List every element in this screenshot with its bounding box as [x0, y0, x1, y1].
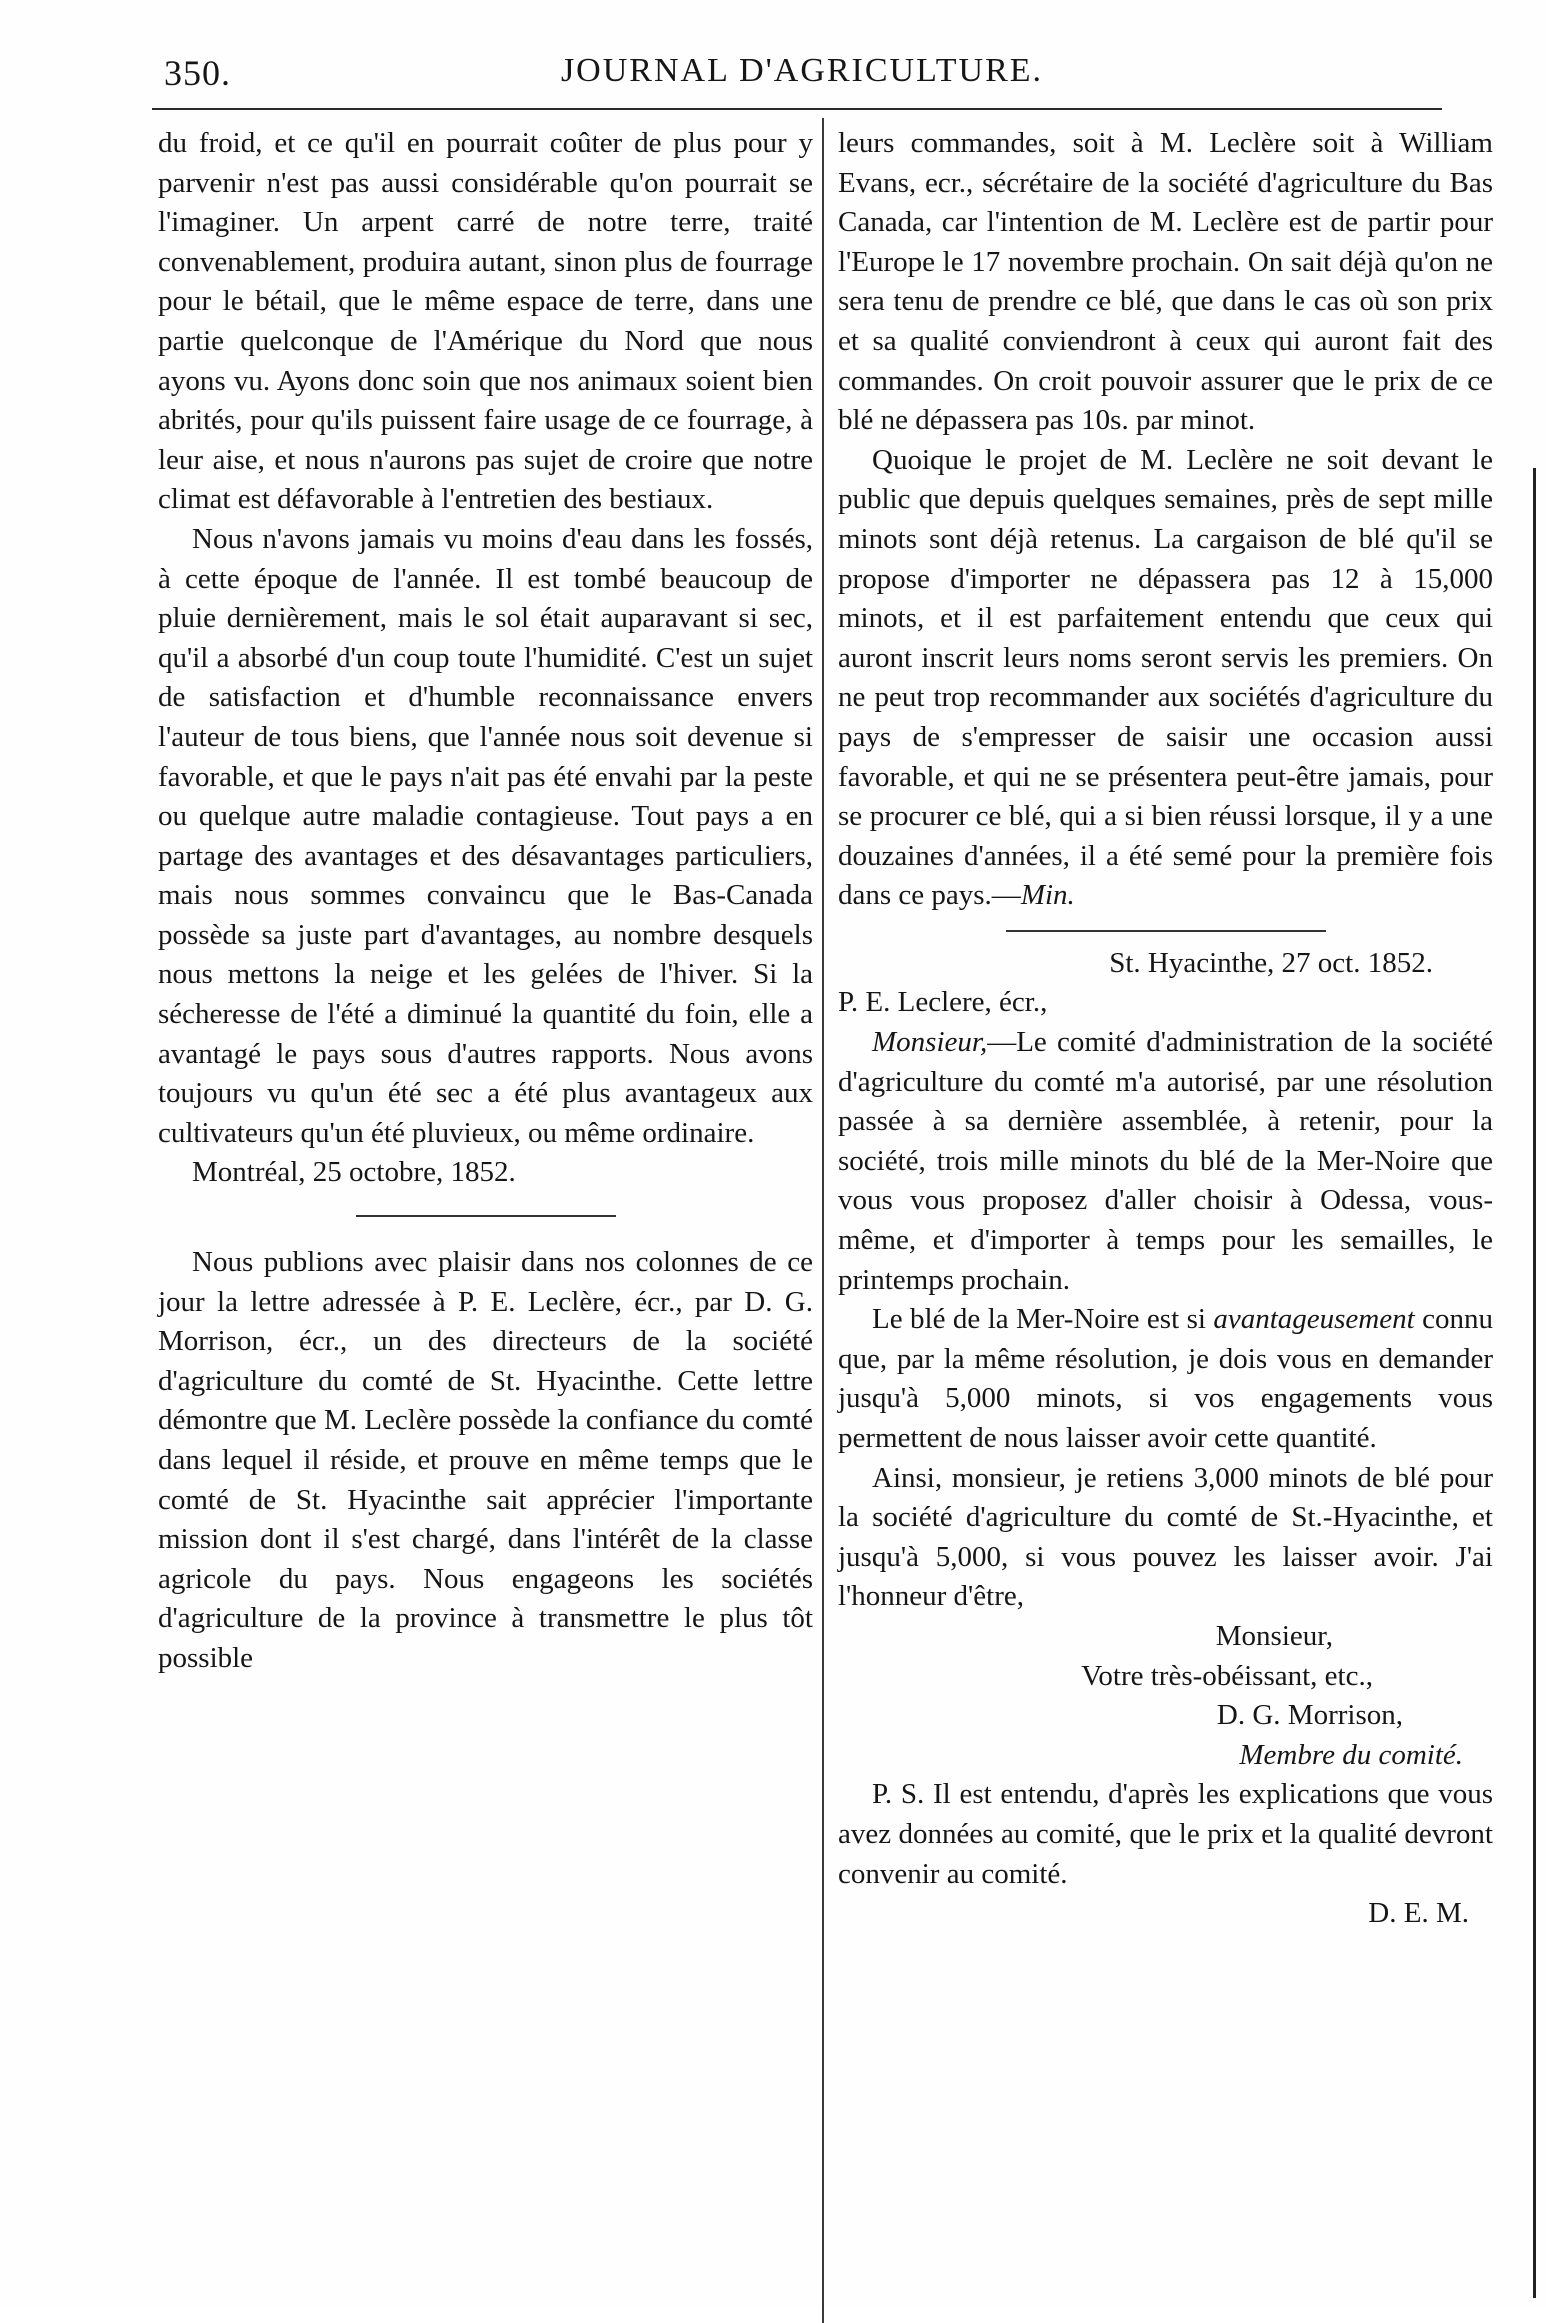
- paragraph-weather: Nous n'avons jamais vu moins d'eau dans les fossés, à cette époque de l'année. Il est tombé beaucoup de pluie dernièrement, mais le sol était auparavant si sec, qu'il a absorbé d'un coup toute l'humidité. C'est un sujet de satisfaction et d'humble reconnaissance envers l'auteur de tous biens, que l'année nous soit devenue si favorable, et que le pays n'ait pas été envahi par la peste ou quelque autre maladie contagieuse. Tout pays a en partage des avantages et des désavantages particuliers, mais nous sommes convaincu que le Bas-Canada possède sa juste part d'avantages, au nombre desquels nous mettons la neige et les gelées de l'hiver. Si la sécheresse de l'été a diminué la quantité du foin, elle a avantagé le pays sous d'autres rapports. Nous avons toujours vu qu'un été sec a été plus avantageux aux cultivateurs qu'un été pluvieux, ou même ordinaire.: [158, 522, 813, 1149]
- closing-salutation: Monsieur,: [1215, 1619, 1333, 1652]
- letter-paragraph-3: Ainsi, monsieur, je retiens 3,000 minots de blé pour la société d'agriculture du comté de St.-Hyacinthe, et jusqu'à 5,000, si vous pouvez les laisser avoir. J'ai l'honneur d'être,: [838, 1461, 1493, 1613]
- paragraph-publication-note: Nous publions avec plaisir dans nos colonnes de ce jour la lettre adressée à P. E. Leclère, écr., par D. G. Morrison, écr., un des directeurs de la société d'agriculture du comté de St. Hyacinthe. Cette lettre démontre que M. Leclère possède la confiance du comté dans lequel il réside, et prouve en même temps que le comté de St. Hyacinthe sait apprécier l'importante mission dont il s'est chargé, dans l'intérêt de la classe agricole du pays. Nous engageons les sociétés d'agriculture de la province à transmettre le plus tôt possible: [158, 1246, 813, 1674]
- margin-rule: [1533, 468, 1536, 2298]
- page-header: [152, 52, 1452, 112]
- editorial-dateline: Montréal, 25 octobre, 1852.: [192, 1156, 516, 1189]
- letter-body-2-em: avantageusement: [1213, 1303, 1415, 1336]
- letter-body-2b: connu que, par la même résolution, je dois vous en demander jusqu'à 5,000 minots, si vos engagements vous permettent de nous laisser avoir cette quantité.: [838, 1303, 1493, 1454]
- source-credit: Min.: [1020, 879, 1075, 912]
- letter-addressee: P. E. Leclere, écr.,: [838, 986, 1048, 1019]
- letter-divider: [1006, 930, 1326, 932]
- page-number: 350.: [164, 53, 231, 93]
- left-column: [158, 124, 813, 1679]
- project-text: Quoique le projet de M. Leclère ne soit devant le public que depuis quelques semaines, près de sept mille minots sont déjà retenus. La cargaison de blé qu'il se propose d'importer ne dépassera pas 12 à 15,000 minots, et il est parfaitement entendu que ceux qui auront inscrit leurs noms seront servis les premiers. On ne peut trop recommander aux sociétés d'agriculture du pays de s'empresser de saisir une occasion aussi favorable, et qui ne se présentera peut-être jamais, pour se procurer ce blé, qui a si bien réussi lorsque, il y a une douzaines d'années, il a été semé pour la première fois dans ce pays.—: [838, 443, 1493, 912]
- running-title: JOURNAL D'AGRICULTURE.: [560, 52, 1044, 89]
- letter-body-1: —Le comité d'administration de la société d'agriculture du comté m'a autorisé, par une résolution passée à sa dernière assemblée, à retenir, pour la société, trois mille minots du blé de la Mer-Noire que vous vous proposez d'aller choisir à Odessa, vous-même, et d'importer à temps pour les semailles, le printemps prochain.: [838, 1026, 1493, 1296]
- paragraph-orders: leurs commandes, soit à M. Leclère soit à William Evans, ecr., sécrétaire de la société d'agriculture du Bas Canada, car l'intention de M. Leclère est de partir pour l'Europe le 17 novembre prochain. On sait déjà qu'on ne sera tenu de prendre ce blé, que dans le cas où son prix et sa qualité conviendront à ceux qui auront fait des commandes. On croit pouvoir assurer que le prix de ce blé ne dépassera pas 10s. par minot.: [838, 127, 1493, 437]
- closing-formula: Votre très-obéissant, etc.,: [1081, 1659, 1373, 1692]
- column-divider: [822, 118, 824, 2323]
- letter-salutation: Monsieur,: [872, 1026, 988, 1059]
- postscript-initials: D. E. M.: [1368, 1897, 1469, 1930]
- signature-name: D. G. Morrison,: [1216, 1699, 1403, 1732]
- letter-paragraph-1: [838, 1023, 1493, 1300]
- letter-body-2a: Le blé de la Mer-Noire est si: [872, 1303, 1214, 1336]
- letter-paragraph-2: [838, 1300, 1493, 1458]
- letter-dateline: St. Hyacinthe, 27 oct. 1852.: [1109, 946, 1433, 979]
- signature-role: Membre du comité.: [1239, 1738, 1463, 1771]
- postscript: P. S. Il est entendu, d'après les explications que vous avez données au comité, que le prix et la qualité devront convenir au comité.: [838, 1778, 1493, 1890]
- paragraph-project: [838, 441, 1493, 916]
- right-column: [838, 124, 1493, 1934]
- paragraph-climate: du froid, et ce qu'il en pourrait coûter de plus pour y parvenir n'est pas aussi considérable qu'on pourrait se l'imaginer. Un arpent carré de notre terre, traité convenablement, produira autant, sinon plus de fourrage pour le bétail, que le même espace de terre, dans une partie quelconque de l'Amérique du Nord que nous ayons vu. Ayons donc soin que nos animaux soient bien abrités, pour qu'ils puissent faire usage de ce fourrage, à leur aise, et nous n'aurons pas sujet de croire que notre climat est défavorable à l'entretien des bestiaux.: [158, 127, 813, 516]
- header-rule: [152, 108, 1442, 110]
- section-divider: [356, 1215, 616, 1217]
